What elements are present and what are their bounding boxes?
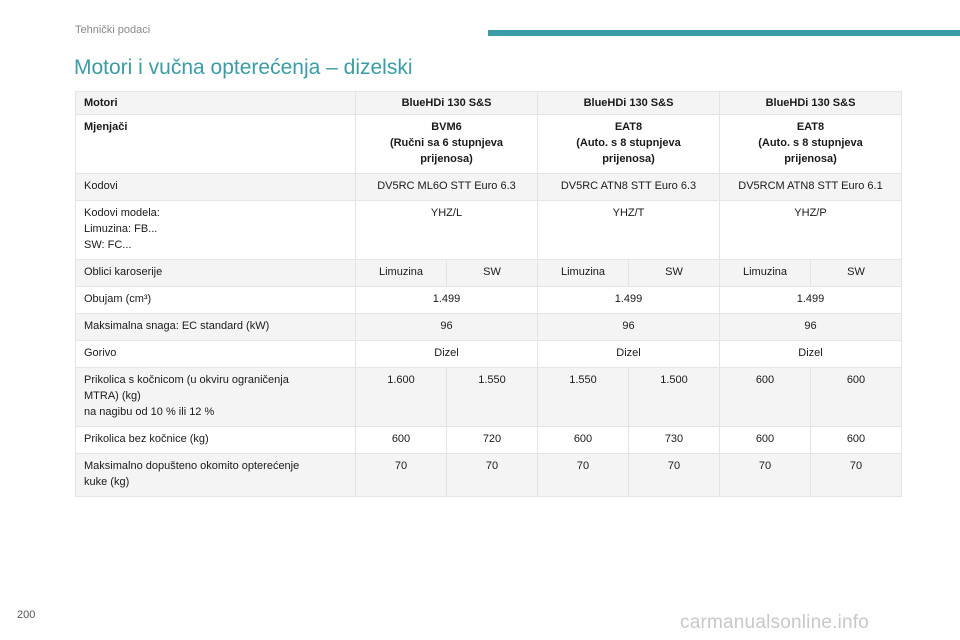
section-label: Tehnički podaci [75, 24, 151, 36]
table-row-power [76, 314, 902, 341]
table-row-model-codes [76, 201, 902, 260]
row-label-model-codes [76, 201, 356, 260]
unbraked-trailer-cell-6: 600 [811, 427, 902, 454]
unbraked-trailer-cell-2: 720 [447, 427, 538, 454]
nose-weight-cell-1: 70 [356, 454, 447, 497]
table-row-gearbox [76, 115, 902, 174]
body-style-cell-3: Limuzina [538, 260, 629, 287]
gearbox-cell-3 [720, 115, 902, 174]
code-cell-1: DV5RC ML6O STT Euro 6.3 [356, 174, 538, 201]
power-cell-2: 96 [538, 314, 720, 341]
displacement-cell-3: 1.499 [720, 287, 902, 314]
row-label-displacement: Obujam (cm³) [76, 287, 356, 314]
power-cell-3: 96 [720, 314, 902, 341]
braked-trailer-cell-1: 1.600 [356, 368, 447, 427]
model-codes-label-line-3: SW: FC... [84, 239, 132, 251]
braked-trailer-label-line-2: MTRA) (kg) [84, 390, 141, 402]
nose-weight-label-line-2: kuke (kg) [84, 476, 130, 488]
braked-trailer-label-line-1: Prikolica s kočnicom (u okviru ograničenja [84, 374, 289, 386]
table-row-unbraked-trailer [76, 427, 902, 454]
watermark: carmanualsonline.info [680, 612, 870, 633]
unbraked-trailer-cell-4: 730 [629, 427, 720, 454]
row-label-codes: Kodovi [76, 174, 356, 201]
gearbox-1-desc: (Ručni sa 6 stupnjeva [389, 137, 504, 149]
table-row-engines [76, 92, 902, 115]
body-style-cell-6: SW [811, 260, 902, 287]
nose-weight-cell-3: 70 [538, 454, 629, 497]
gearbox-3-desc-end: prijenosa) [784, 153, 837, 165]
body-style-cell-2: SW [447, 260, 538, 287]
gearbox-2-name: EAT8 [614, 121, 643, 133]
table-row-fuel [76, 341, 902, 368]
nose-weight-cell-6: 70 [811, 454, 902, 497]
page-title: Motori i vučna opterećenja – dizelski [74, 56, 413, 79]
table-row-body-styles [76, 260, 902, 287]
table-row-braked-trailer [76, 368, 902, 427]
body-style-cell-4: SW [629, 260, 720, 287]
fuel-cell-1: Dizel [356, 341, 538, 368]
body-style-cell-1: Limuzina [356, 260, 447, 287]
table-row-nose-weight [76, 454, 902, 497]
braked-trailer-cell-2: 1.550 [447, 368, 538, 427]
fuel-cell-3: Dizel [720, 341, 902, 368]
gearbox-2-desc-end: prijenosa) [602, 153, 655, 165]
model-code-cell-3: YHZ/P [720, 201, 902, 260]
row-label-nose-weight [76, 454, 356, 497]
engine-header-1: BlueHDi 130 S&S [356, 92, 538, 115]
displacement-cell-2: 1.499 [538, 287, 720, 314]
engine-spec-table [75, 91, 902, 497]
row-label-engines: Motori [76, 92, 356, 115]
model-code-cell-2: YHZ/T [538, 201, 720, 260]
nose-weight-cell-2: 70 [447, 454, 538, 497]
row-label-fuel: Gorivo [76, 341, 356, 368]
nose-weight-label-line-1: Maksimalno dopušteno okomito opterećenje [84, 460, 300, 472]
model-codes-label-line-1: Kodovi modela: [84, 207, 160, 219]
body-style-cell-5: Limuzina [720, 260, 811, 287]
page-number: 200 [17, 609, 36, 621]
displacement-cell-1: 1.499 [356, 287, 538, 314]
gearbox-2-desc: (Auto. s 8 stupnjeva [576, 137, 681, 149]
gearbox-3-desc: (Auto. s 8 stupnjeva [758, 137, 863, 149]
braked-trailer-cell-4: 1.500 [629, 368, 720, 427]
braked-trailer-cell-5: 600 [720, 368, 811, 427]
gearbox-1-desc-end: prijenosa) [420, 153, 473, 165]
row-label-braked-trailer [76, 368, 356, 427]
unbraked-trailer-cell-3: 600 [538, 427, 629, 454]
row-label-body-styles: Oblici karoserije [76, 260, 356, 287]
engine-header-3: BlueHDi 130 S&S [720, 92, 902, 115]
braked-trailer-label-line-3: na nagibu od 10 % ili 12 % [84, 406, 215, 418]
code-cell-2: DV5RC ATN8 STT Euro 6.3 [538, 174, 720, 201]
code-cell-3: DV5RCM ATN8 STT Euro 6.1 [720, 174, 902, 201]
table-row-codes [76, 174, 902, 201]
gearbox-cell-2 [538, 115, 720, 174]
gearbox-1-name: BVM6 [431, 121, 462, 133]
unbraked-trailer-cell-1: 600 [356, 427, 447, 454]
model-codes-label-line-2: Limuzina: FB... [84, 223, 158, 235]
gearbox-cell-1 [356, 115, 538, 174]
engine-header-2: BlueHDi 130 S&S [538, 92, 720, 115]
unbraked-trailer-cell-5: 600 [720, 427, 811, 454]
gearbox-3-name: EAT8 [796, 121, 825, 133]
nose-weight-cell-5: 70 [720, 454, 811, 497]
braked-trailer-cell-6: 600 [811, 368, 902, 427]
fuel-cell-2: Dizel [538, 341, 720, 368]
braked-trailer-cell-3: 1.550 [538, 368, 629, 427]
row-label-power: Maksimalna snaga: EC standard (kW) [76, 314, 356, 341]
table-row-displacement [76, 287, 902, 314]
model-code-cell-1: YHZ/L [356, 201, 538, 260]
row-label-unbraked-trailer: Prikolica bez kočnice (kg) [76, 427, 356, 454]
row-label-gearbox: Mjenjači [76, 115, 356, 174]
nose-weight-cell-4: 70 [629, 454, 720, 497]
power-cell-1: 96 [356, 314, 538, 341]
header-accent-bar [488, 30, 960, 36]
